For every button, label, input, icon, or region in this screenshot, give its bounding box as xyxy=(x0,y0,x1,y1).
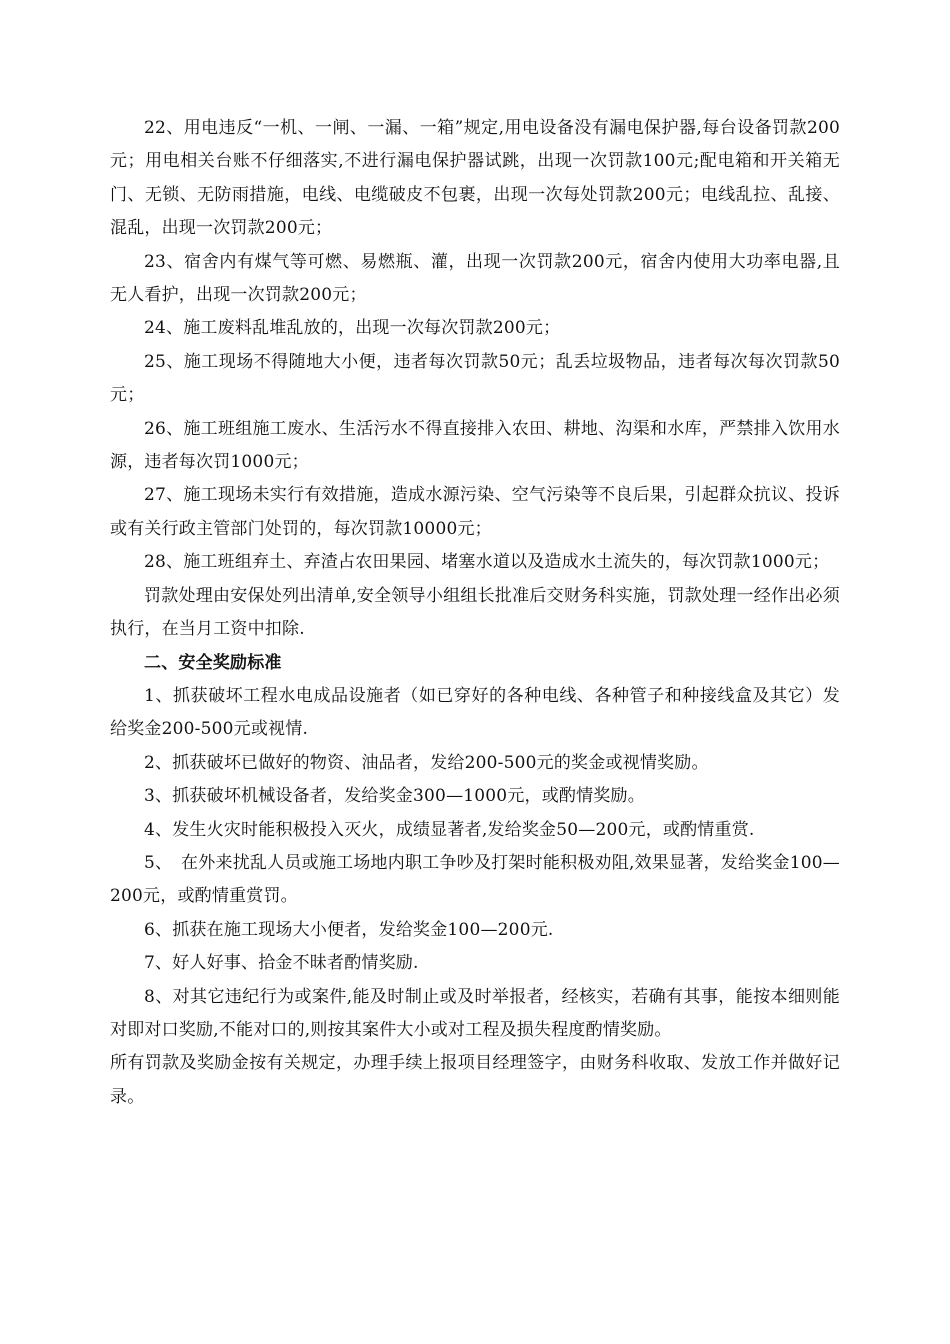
closing-paragraph: 所有罚款及奖励金按有关规定，办理手续上报项目经理签字，由财务科收取、发放工作并做好记录。 xyxy=(110,1053,840,1107)
penalty-item-26: 26、施工班组施工废水、生活污水不得直接排入农田、耕地、沟渠和水库，严禁排入饮用水源，违者每次罚1000元； xyxy=(110,418,840,473)
reward-item-6: 6、抓获在施工现场大小便者，发给奖金100—200元. xyxy=(144,919,554,940)
penalty-item-25: 25、施工现场不得随地大小便，违者每次罚款50元；乱丢垃圾物品，违者每次每次罚款50元； xyxy=(110,351,840,406)
penalty-item-28: 28、施工班组弃土、弃渣占农田果园、堵塞水道以及造成水土流失的，每次罚款1000元； xyxy=(144,552,830,573)
reward-item-1: 1、抓获破坏工程水电成品设施者（如已穿好的各种电线、各种管子和种接线盒及其它）发给奖金200-500元或视情. xyxy=(110,685,840,740)
section-heading-rewards: 二、安全奖励标准 xyxy=(144,652,282,673)
penalty-item-27: 27、施工现场未实行有效措施，造成水源污染、空气污染等不良后果，引起群众抗议、投诉或有关行政主管部门处罚的，每次罚款10000元； xyxy=(110,485,840,539)
reward-item-3: 3、抓获破坏机械设备者，发给奖金300—1000元，或酌情奖励。 xyxy=(144,786,645,807)
penalty-item-23: 23、宿舍内有煤气等可燃、易燃瓶、灌，出现一次罚款200元，宿舍内使用大功率电器,且无人看护，出现一次罚款200元； xyxy=(110,251,840,306)
reward-item-8: 8、对其它违纪行为或案件,能及时制止或及时举报者，经核实，若确有其事，能按本细则能对即对口奖励,不能对口的,则按其案件大小或对工程及损失程度酌情奖励。 xyxy=(110,986,840,1040)
reward-item-4: 4、发生火灾时能积极投入灭火，成绩显著者,发给奖金50—200元，或酌情重赏. xyxy=(144,819,755,840)
reward-item-5: 5、 在外来扰乱人员或施工场地内职工争吵及打架时能积极劝阻,效果显著，发给奖金100—200元，或酌情重赏罚。 xyxy=(110,852,840,907)
reward-item-7: 7、好人好事、拾金不昧者酌情奖励. xyxy=(144,953,419,974)
reward-item-2: 2、抓获破坏已做好的物资、油品者，发给200-500元的奖金或视情奖励。 xyxy=(144,752,709,773)
document-page xyxy=(110,112,840,1114)
penalty-processing-note: 罚款处理由安保处列出清单,安全领导小组组长批准后交财务科实施，罚款处理一经作出必须执行，在当月工资中扣除. xyxy=(110,585,840,640)
penalty-item-22: 22、用电违反“一机、一闸、一漏、一箱”规定,用电设备没有漏电保护器,每台设备罚款200元；用电相关台账不仔细落实,不进行漏电保护器试跳，出现一次罚款100元;配电箱和开关箱无门、无锁、无防雨措施，电线、电缆破皮不包裹，出现一次每处罚款200元；电线乱拉、乱接、混乱，出现一次罚款200元； xyxy=(110,118,840,239)
penalty-item-24: 24、施工废料乱堆乱放的，出现一次每次罚款200元； xyxy=(144,318,561,339)
